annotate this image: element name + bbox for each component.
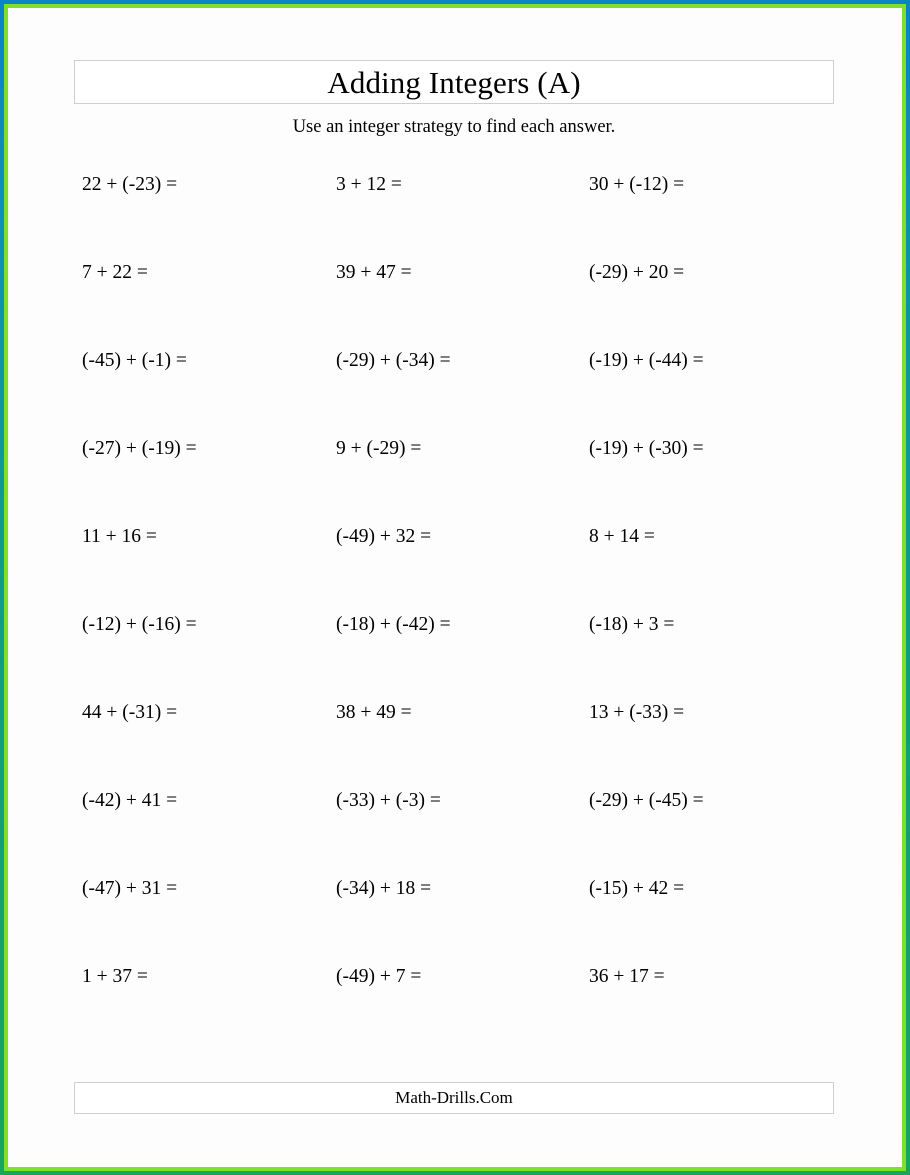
problem-item: 30 + (-12) =	[589, 174, 685, 195]
problem-item: 1 + 37 =	[82, 966, 148, 987]
worksheet-footer-box	[74, 1082, 834, 1114]
problem-item: 22 + (-23) =	[82, 174, 178, 195]
problem-item: (-15) + 42 =	[589, 878, 685, 899]
problem-row	[74, 174, 834, 262]
problem-item: (-33) + (-3) =	[336, 790, 441, 811]
problem-item: 7 + 22 =	[82, 262, 148, 283]
problem-row	[74, 526, 834, 614]
worksheet-content	[74, 60, 834, 1107]
problem-item: (-45) + (-1) =	[82, 350, 187, 371]
problem-row	[74, 262, 834, 350]
problem-grid	[74, 174, 834, 1054]
problem-item: (-42) + 41 =	[82, 790, 178, 811]
problem-item: (-29) + (-45) =	[589, 790, 704, 811]
worksheet-instructions: Use an integer strategy to find each answer.	[292, 117, 616, 137]
problem-item: (-47) + 31 =	[82, 878, 178, 899]
problem-row	[74, 614, 834, 702]
problem-item: (-29) + 20 =	[589, 262, 685, 283]
problem-item: 9 + (-29) =	[336, 438, 422, 459]
problem-item: (-27) + (-19) =	[82, 438, 197, 459]
problem-item: (-19) + (-30) =	[589, 438, 704, 459]
problem-row	[74, 702, 834, 790]
problem-item: 36 + 17 =	[589, 966, 665, 987]
worksheet-sheet	[8, 8, 902, 1167]
problem-row	[74, 350, 834, 438]
problem-item: (-12) + (-16) =	[82, 614, 197, 635]
problem-item: (-18) + 3 =	[589, 614, 675, 635]
problem-item: 3 + 12 =	[336, 174, 402, 195]
page-title: Adding Integers (A)	[327, 64, 581, 100]
problem-item: 13 + (-33) =	[589, 702, 685, 723]
problem-item: (-29) + (-34) =	[336, 350, 451, 371]
problem-item: (-49) + 32 =	[336, 526, 432, 547]
problem-item: 44 + (-31) =	[82, 702, 178, 723]
problem-item: 38 + 49 =	[336, 702, 412, 723]
problem-item: 8 + 14 =	[589, 526, 655, 547]
problem-item: (-49) + 7 =	[336, 966, 422, 987]
problem-item: (-19) + (-44) =	[589, 350, 704, 371]
problem-row	[74, 878, 834, 966]
problem-row	[74, 790, 834, 878]
problem-row	[74, 966, 834, 1054]
problem-row	[74, 438, 834, 526]
problem-item: 39 + 47 =	[336, 262, 412, 283]
footer-attribution: Math-Drills.Com	[395, 1088, 513, 1107]
problem-item: (-34) + 18 =	[336, 878, 432, 899]
problem-item: 11 + 16 =	[82, 526, 157, 547]
worksheet-title-box	[74, 60, 834, 104]
problem-item: (-18) + (-42) =	[336, 614, 451, 635]
